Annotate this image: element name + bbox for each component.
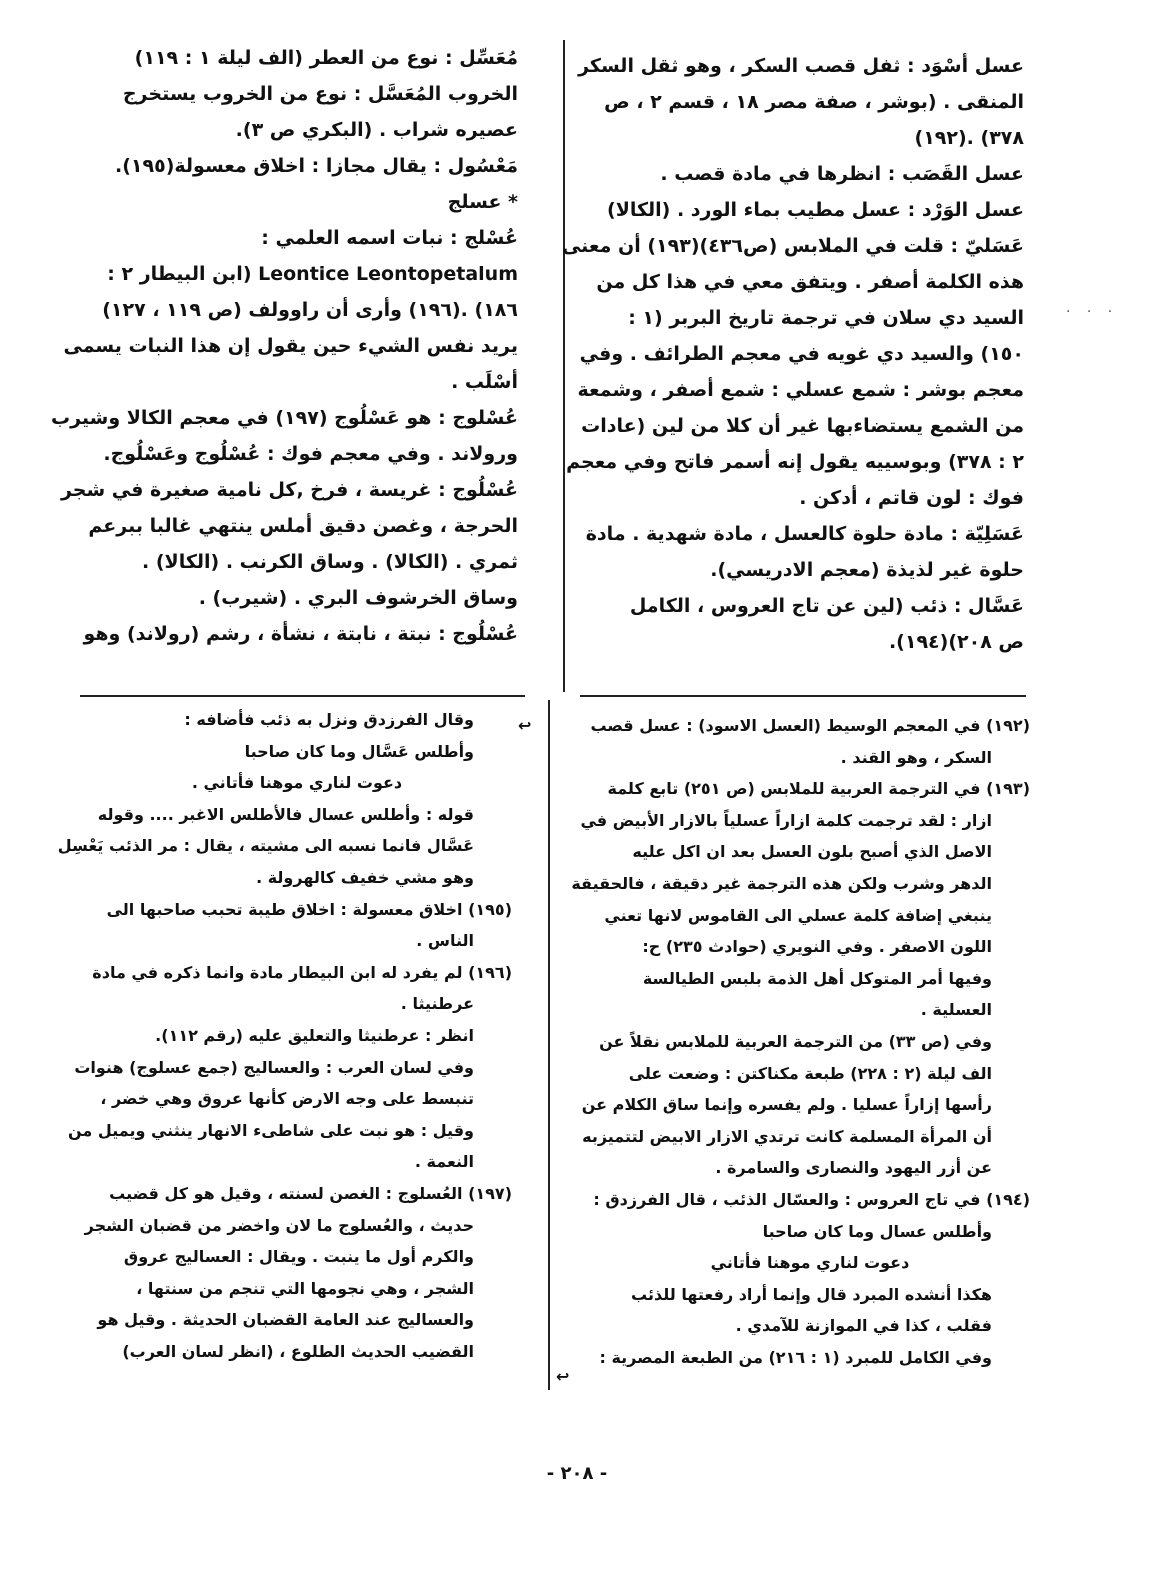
footnote-line: (١٩٢) في المعجم الوسيط (العسل الاسود) : عسل قصب bbox=[590, 716, 1030, 735]
entry-line: معجم بوشر : شمع عسلي : شمع أصفر ، وشمعة bbox=[577, 379, 1024, 401]
entry-line: أسْلَب . bbox=[451, 371, 518, 393]
entry-line: ٣٧٨) .(١٩٢) bbox=[914, 127, 1024, 149]
poem-line: وأطلس عَسَّال وما كان صاحبا bbox=[244, 741, 474, 761]
entry-line: ١٨٦) .(١٩٦) وأرى أن راوولف (ص ١١٩ ، ١٢٧) bbox=[102, 299, 518, 321]
right-footnotes-column bbox=[571, 710, 1030, 1373]
footnote-line: القضيب الحديث الطلوع ، (انظر لسان العرب) bbox=[122, 1341, 474, 1361]
footnote-line: وهو مشي خفيف كالهرولة . bbox=[256, 867, 474, 887]
entry-line: الحرجة ، وغصن دقيق أملس ينتهي غالبا ببرعم bbox=[88, 515, 518, 537]
footnote-line: والكرم أول ما ينبت . ويقال : العساليج عروق bbox=[123, 1247, 474, 1267]
footnote-line: النعمة . bbox=[414, 1152, 474, 1172]
entry-line: المنقى . (بوشر ، صفة مصر ١٨ ، قسم ٢ ، ص bbox=[604, 91, 1024, 113]
entry-line: عُسْلُوج : غريسة ، فرخ ,كل نامية صغيرة في شجر bbox=[60, 479, 518, 501]
footnote-line: ازار : لقد ترجمت كلمة ازاراً عسلياً بالازار الأبيض في bbox=[580, 810, 992, 830]
column-divider bbox=[563, 40, 565, 692]
footnote-line: الشجر ، وهي نجومها التي تنجم من سنتها ، bbox=[136, 1278, 474, 1298]
footnote-line: الدهر وشرب ولكن هذه الترجمة غير دقيقة ، فالحقيقة bbox=[571, 873, 992, 893]
entry-line: من الشمع يستضاءبها غير أن كلا من لين (عادات bbox=[581, 415, 1024, 437]
poem-line: وأطلس عسال وما كان صاحبا bbox=[762, 1221, 992, 1241]
footnote-line: (١٩٦) لم يفرد له ابن البيطار مادة وانما ذكره في مادة bbox=[92, 962, 512, 982]
footnote-line: وفي (ص ٣٣) من الترجمة العربية للملابس نقلاً عن bbox=[599, 1031, 992, 1051]
footnote-line: (١٩٤) في تاج العروس : والعسّال الذئب ، قال الفرزدق : bbox=[593, 1189, 1030, 1209]
left-footnotes-column bbox=[57, 704, 512, 1367]
entry-line: فوك : لون قاتم ، أدكن . bbox=[799, 487, 1024, 509]
entry-line: السيد دي سلان في ترجمة تاريخ البربر (١ : bbox=[628, 307, 1024, 329]
footnote-line: اللون الاصفر . وفي النويري (حوادث ٢٣٥) ح: bbox=[642, 937, 992, 957]
right-main-column bbox=[561, 48, 1024, 660]
entry-line: عُسْلوج : هو عَسْلُوج (١٩٧) في معجم الكالا وشيرب bbox=[50, 407, 518, 429]
footnote-column-divider bbox=[548, 700, 550, 1390]
footnote-line: حديث ، والعُسلوج ما لان واخضر من قضبان الشجر bbox=[84, 1215, 474, 1235]
footnote-line: انظر : عرطنيثا والتعليق عليه (رقم ١١٢). bbox=[155, 1025, 474, 1045]
footnote-separator-left bbox=[80, 695, 525, 697]
footnote-separator-right bbox=[580, 695, 1026, 697]
entry-line: عَسَّال : ذئب (لين عن تاج العروس ، الكامل bbox=[629, 595, 1024, 617]
footnote-line: قوله : وأطلس عسال فالأطلس الاغبر .... وقوله bbox=[97, 804, 474, 824]
footnote-line: الف ليلة (٢ : ٢٢٨) طبعة مكناكتن : وضعت على bbox=[628, 1063, 992, 1083]
entry-line: Leontice Leontopetalum (ابن البيطار ٢ : bbox=[107, 263, 518, 285]
entry-line: ص ٢٠٨)(١٩٤). bbox=[888, 631, 1024, 653]
footnote-line: وفي الكامل للمبرد (١ : ٢١٦) من الطبعة المصرية : bbox=[599, 1347, 992, 1367]
entry-line: عُسْلج : نبات اسمه العلمي : bbox=[261, 227, 518, 249]
footnote-line: وفي لسان العرب : والعساليج (جمع عسلوج) هنوات bbox=[74, 1057, 474, 1077]
entry-line: ثمري . (الكالا) . وساق الكرنب . (الكالا) . bbox=[142, 551, 518, 573]
margin-dots: . . . bbox=[1066, 300, 1119, 316]
footnote-line: (١٩٥) اخلاق معسولة : اخلاق طيبة تحبب صاحبها الى bbox=[106, 899, 512, 919]
left-main-column bbox=[50, 40, 518, 652]
entry-line: ١٥٠) والسيد دي غويه في معجم الطرائف . وفي bbox=[579, 343, 1024, 365]
footnote-line: والعساليج عند العامة القضبان الحديثة . وقيل هو bbox=[97, 1310, 474, 1330]
entry-line: مُعَسِّل : نوع من العطر (الف ليلة ١ : ١١٩) bbox=[134, 47, 518, 69]
page-number: - ٢٠٨ - bbox=[546, 1463, 608, 1484]
footnote-line: وقال الفرزدق ونزل به ذئب فأضافه : bbox=[184, 710, 474, 729]
footnote-line: الناس . bbox=[416, 931, 474, 951]
entry-line: ٢ : ٣٧٨) وبوسييه يقول إنه أسمر فاتح وفي معجم bbox=[566, 451, 1024, 473]
entry-line: عَسَلِيّة : مادة حلوة كالعسل ، مادة شهدية . مادة bbox=[585, 523, 1024, 545]
footnote-line: وقيل : هو نبت على شاطىء الانهار ينثني ويميل من bbox=[68, 1120, 474, 1140]
footnote-line: عن أزر اليهود والنصارى والسامرة . bbox=[715, 1158, 992, 1178]
footnote-line: العسلية . bbox=[920, 1000, 992, 1020]
continuation-arrow-icon: ↩ bbox=[556, 1367, 570, 1386]
footnote-line: وفيها أمر المتوكل أهل الذمة بلبس الطيالسة bbox=[642, 968, 992, 988]
entry-line: عُسْلُوج : نبتة ، نابتة ، نشأة ، رشم (رولاند) وهو bbox=[83, 623, 518, 645]
entry-line: وساق الخرشوف البري . (شيرب) . bbox=[198, 587, 518, 609]
entry-line: حلوة غير لذيذة (معجم الادريسي). bbox=[710, 559, 1024, 581]
entry-line: عسل الوَرْد : عسل مطيب بماء الورد . (الكالا) bbox=[607, 199, 1024, 221]
entry-line: عسل القَصَب : انظرها في مادة قصب . bbox=[660, 163, 1024, 185]
footnote-line: عَسَّال فانما نسبه الى مشيته ، يقال : مر الذئب يَعْسِل bbox=[57, 836, 474, 856]
footnote-line: (١٩٧) العُسلوج : الغصن لسنته ، وقيل هو كل قضيب bbox=[109, 1183, 512, 1203]
poem-line: دعوت لناري موهنا فأتاني . bbox=[191, 773, 403, 793]
footnote-line: السكر ، وهو القند . bbox=[840, 747, 992, 767]
entry-line: الخروب المُعَسَّل : نوع من الخروب يستخرج bbox=[122, 83, 518, 105]
poem-line: دعوت لناري موهنا فأتاني bbox=[710, 1253, 910, 1273]
footnote-line: رأسها إزاراً عسليا . ولم يفسره وإنما ساق الكلام عن bbox=[581, 1095, 992, 1115]
root-heading: * عسلج bbox=[447, 191, 518, 213]
footnote-line: هكذا أنشده المبرد قال وإنما أراد رفعتها للذئب bbox=[631, 1284, 992, 1304]
entry-line: عَسَليّ : قلت في الملابس (ص٤٣٦)(١٩٣) أن معنى bbox=[561, 235, 1024, 257]
footnote-line: فقلب ، كذا في الموازنة للآمدي . bbox=[735, 1316, 992, 1336]
entry-line: يريد نفس الشيء حين يقول إن هذا النبات يسمى bbox=[63, 335, 518, 357]
footnote-line: عرطنيثا . bbox=[400, 994, 474, 1014]
entry-line: عصيره شراب . (البكري ص ٣). bbox=[235, 119, 518, 141]
footnote-line: ينبغي إضافة كلمة عسلي الى القاموس لانها تعني bbox=[604, 905, 992, 925]
continuation-arrow-icon: ↩ bbox=[518, 716, 532, 735]
footnote-line: تنبسط على وجه الارض كأنها عروق وهي خضر ، bbox=[100, 1089, 474, 1109]
entry-line: هذه الكلمة أصفر . ويتفق معي في هذا كل من bbox=[596, 271, 1024, 293]
footnote-line: (١٩٣) في الترجمة العربية للملابس (ص ٢٥١) تابع كلمة bbox=[607, 779, 1030, 799]
entry-line: عسل أسْوَد : ثفل قصب السكر ، وهو ثقل السكر bbox=[578, 55, 1024, 77]
entry-line: مَعْسُول : يقال مجازا : اخلاق معسولة(١٩٥). bbox=[115, 155, 518, 177]
footnote-line: الاصل الذي أصبح بلون العسل بعد ان اكل عليه bbox=[632, 842, 992, 862]
entry-line: ورولاند . وفي معجم فوك : عُسْلُوج وعَسْلُوج. bbox=[103, 443, 518, 465]
footnote-line: أن المرأة المسلمة كانت ترتدي الازار الابيض لتتميزبه bbox=[582, 1126, 992, 1146]
